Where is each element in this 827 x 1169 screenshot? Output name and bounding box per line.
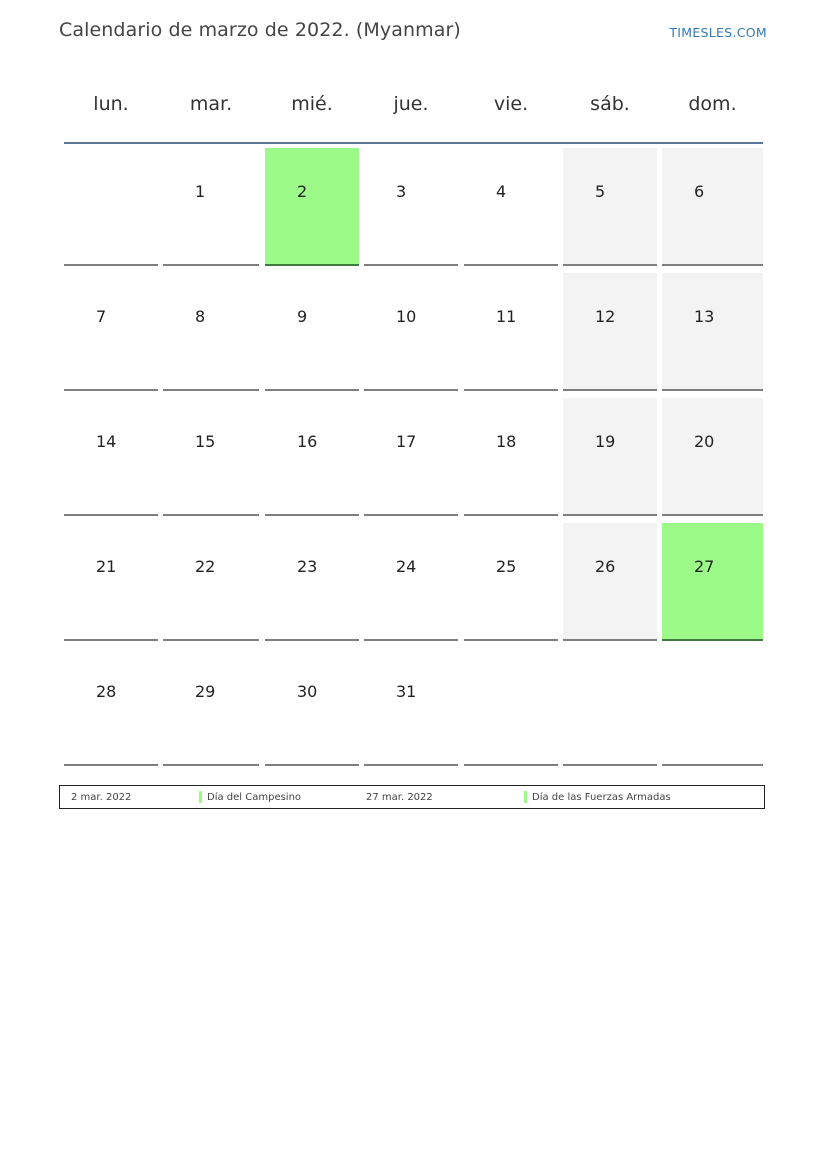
day-cell: [662, 148, 763, 266]
day-cell: [364, 648, 458, 766]
day-number: 12: [595, 307, 616, 326]
calendar-grid: [64, 78, 763, 767]
weekday-header: [64, 78, 763, 142]
day-number: 18: [496, 432, 517, 451]
day-number: 6: [694, 182, 705, 201]
day-cell: [64, 398, 158, 516]
weekday-label: mié.: [291, 93, 333, 115]
empty-day-cell: [64, 148, 158, 266]
holiday-marker-icon: [199, 791, 202, 803]
legend-holiday-name: Día de las Fuerzas Armadas: [532, 792, 671, 803]
empty-day-cell: [464, 648, 558, 766]
day-cell: [265, 148, 359, 266]
day-number: 28: [96, 682, 117, 701]
day-number: 21: [96, 557, 117, 576]
day-number: 27: [694, 557, 715, 576]
day-number: 20: [694, 432, 715, 451]
day-number: 17: [396, 432, 417, 451]
calendar-week-row: [64, 642, 763, 767]
day-cell: [163, 148, 259, 266]
legend-holiday-name: Día del Campesino: [207, 792, 302, 803]
day-number: 10: [396, 307, 417, 326]
day-cell: [364, 148, 458, 266]
day-cell: [364, 273, 458, 391]
calendar-week-row: [64, 142, 763, 267]
site-link[interactable]: TIMESLES.COM: [669, 25, 767, 40]
day-cell: [662, 398, 763, 516]
day-number: 25: [496, 557, 517, 576]
day-number: 1: [195, 182, 206, 201]
day-number: 13: [694, 307, 715, 326]
weeks-container: [64, 142, 763, 767]
day-number: 26: [595, 557, 616, 576]
day-cell: [265, 648, 359, 766]
day-cell: [464, 273, 558, 391]
page-title: Calendario de marzo de 2022. (Myanmar): [59, 19, 461, 41]
day-number: 7: [96, 307, 107, 326]
calendar-week-row: [64, 517, 763, 642]
day-cell: [163, 523, 259, 641]
day-number: 11: [496, 307, 517, 326]
day-cell: [364, 523, 458, 641]
day-cell: [563, 398, 657, 516]
day-number: 23: [297, 557, 318, 576]
day-number: 8: [195, 307, 206, 326]
day-number: 14: [96, 432, 117, 451]
day-number: 2: [297, 182, 308, 201]
day-number: 4: [496, 182, 507, 201]
day-number: 3: [396, 182, 407, 201]
day-cell: [662, 523, 763, 641]
calendar-week-row: [64, 267, 763, 392]
day-cell: [64, 648, 158, 766]
day-number: 24: [396, 557, 417, 576]
day-cell: [265, 398, 359, 516]
day-cell: [163, 398, 259, 516]
calendar-week-row: [64, 392, 763, 517]
empty-day-cell: [662, 648, 763, 766]
day-number: 5: [595, 182, 606, 201]
holiday-marker-icon: [524, 791, 527, 803]
day-cell: [265, 273, 359, 391]
weekday-label: jue.: [393, 93, 429, 115]
weekday-label: lun.: [93, 93, 129, 115]
day-cell: [563, 273, 657, 391]
day-cell: [163, 648, 259, 766]
weekday-label: dom.: [688, 93, 737, 115]
day-number: 29: [195, 682, 216, 701]
weekday-label: vie.: [493, 93, 529, 115]
day-number: 31: [396, 682, 417, 701]
holiday-legend: [59, 785, 765, 809]
day-number: 16: [297, 432, 318, 451]
day-cell: [563, 148, 657, 266]
day-number: 19: [595, 432, 616, 451]
day-cell: [662, 273, 763, 391]
legend-date: 2 mar. 2022: [71, 792, 132, 803]
day-cell: [265, 523, 359, 641]
weekday-label: mar.: [189, 93, 233, 115]
empty-day-cell: [563, 648, 657, 766]
day-cell: [464, 398, 558, 516]
day-cell: [163, 273, 259, 391]
day-cell: [464, 523, 558, 641]
day-number: 30: [297, 682, 318, 701]
legend-date: 27 mar. 2022: [366, 792, 433, 803]
day-cell: [64, 523, 158, 641]
day-number: 15: [195, 432, 216, 451]
day-cell: [563, 523, 657, 641]
day-cell: [464, 148, 558, 266]
day-number: 22: [195, 557, 216, 576]
weekday-label: sáb.: [590, 93, 630, 115]
day-cell: [64, 273, 158, 391]
day-cell: [364, 398, 458, 516]
day-number: 9: [297, 307, 308, 326]
